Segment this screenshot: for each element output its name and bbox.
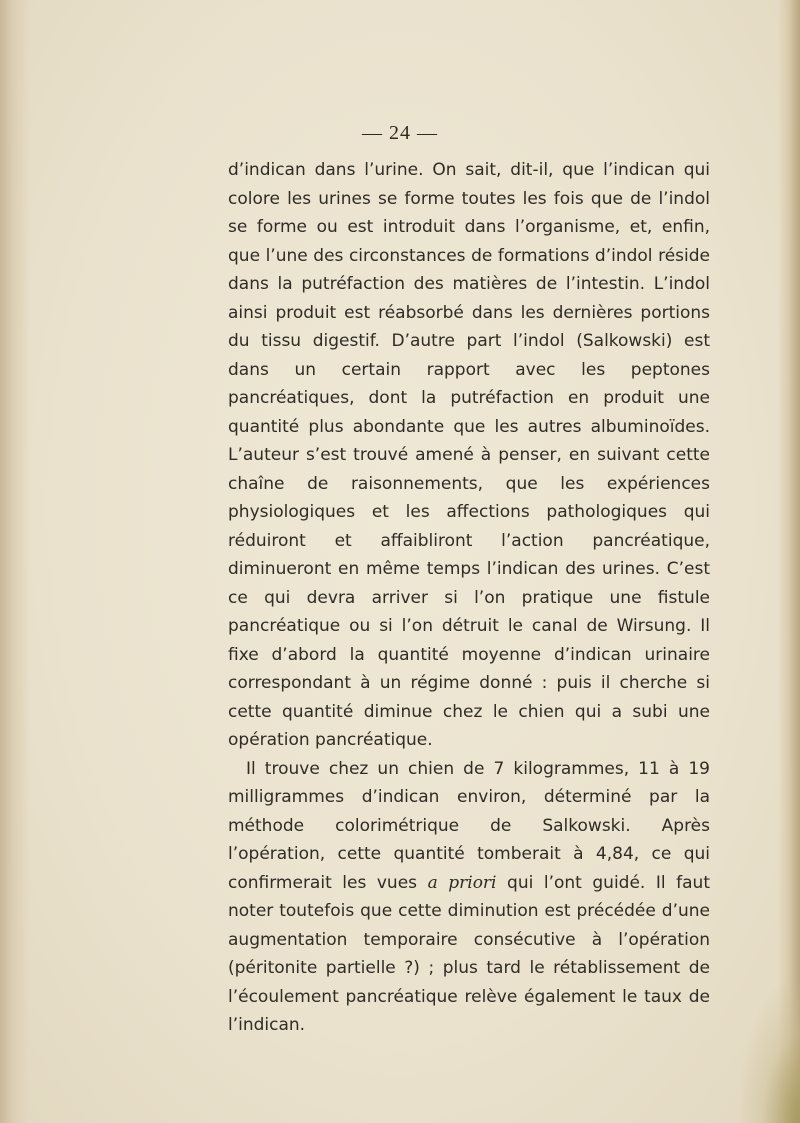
paragraph-2 [228,755,710,1040]
corner-stain [740,983,800,1123]
paragraph-2-part-2: qui l’ont guidé. Il faut noter toutefois que cette diminution est précédée d’une augmentation temporaire consécutive à l’opération (péritonite partielle ?) ; plus tard le rétablissement de l’écoulement pancréatique relève également le taux de l’indican. [228,872,710,1035]
latin-phrase: a priori [427,872,497,893]
page-right-edge-shadow [778,0,800,1123]
page-number: — 24 — [362,122,438,144]
paragraph-1: d’indican dans l’urine. On sait, dit-il, que l’indican qui colore les urines se forme toutes les fois que de l’indol se forme ou est introduit dans l’organisme, et, enfin, que l’une des circonstances de formations d’indol réside dans la putréfaction des matières de l’intestin. L’indol ainsi produit est réabsorbé dans les dernières portions du tissu digestif. D’autre part l’indol (Salkowski) est dans un certain rapport avec les peptones pancréatiques, dont la putréfaction en produit une quantité plus abondante que les autres albuminoïdes. L’auteur s’est trouvé amené à penser, en suivant cette chaîne de raisonnements, que les expériences physiologiques et les affections pathologiques qui réduiront et affaibliront l’action pancréatique, diminueront en même temps l’indican des urines. C’est ce qui devra arriver si l’on pratique une fistule pancréatique ou si l’on détruit le canal de Wirsung. Il fixe d’abord la quantité moyenne d’indican urinaire correspondant à un régime donné : puis il cherche si cette quantité diminue chez le chien qui a subi une opération pancréatique. [228,160,710,750]
body-text [228,156,710,1040]
page-left-edge-shadow [0,0,30,1123]
paragraph-2-part-1: Il trouve chez un chien de 7 kilogrammes, 11 à 19 milligrammes d’indican environ, déterminé par la méthode colorimétrique de Salkowski. Après l’opération, cette quantité tomberait à 4,84, ce qui confirmerait les vues [228,758,710,893]
